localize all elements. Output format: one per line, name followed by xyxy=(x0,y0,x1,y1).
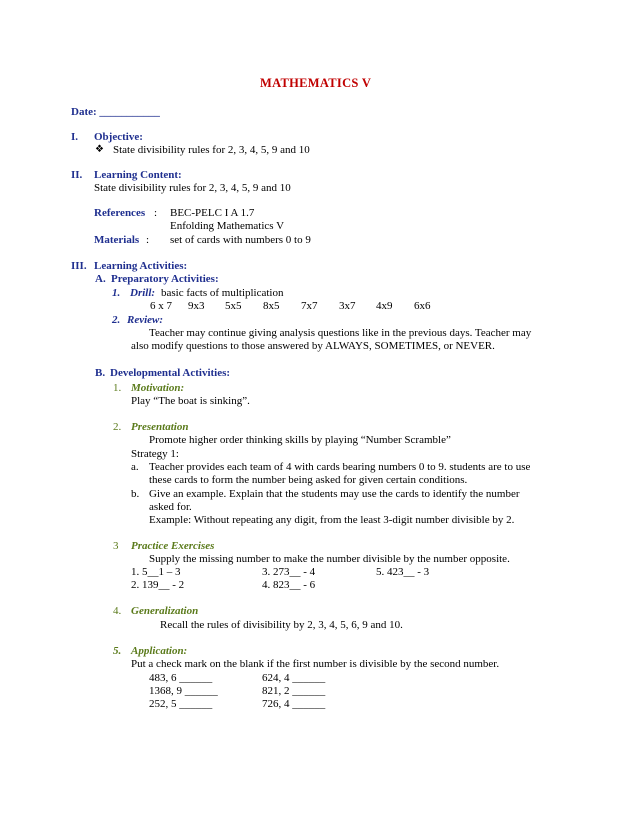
strategy-b-line-2: asked for. xyxy=(149,501,192,513)
presentation-number: 2. xyxy=(113,421,122,433)
generalization-heading: Generalization xyxy=(131,605,199,617)
strategy-b-line-1: Give an example. Explain that the students may use the cards to identify the number xyxy=(149,488,520,500)
drill-fact: 7x7 xyxy=(301,300,318,312)
presentation-text: Promote higher order thinking skills by playing “Number Scramble” xyxy=(149,434,451,446)
drill-number: 1. xyxy=(112,287,121,299)
strategy-a-label: a. xyxy=(131,461,139,473)
diamond-bullet-icon: ❖ xyxy=(95,144,104,155)
practice-number: 3 xyxy=(113,540,119,552)
drill-fact: 6x6 xyxy=(414,300,431,312)
section-number-learning-content: II. xyxy=(71,169,83,181)
application-item: 726, 4 ______ xyxy=(262,698,326,710)
drill-fact: 6 x 7 xyxy=(150,300,172,312)
materials-label: Materials xyxy=(94,234,140,246)
application-item: 252, 5 ______ xyxy=(149,698,213,710)
section-number-learning-activities: III. xyxy=(71,260,87,272)
references-value-1: BEC-PELC I A 1.7 xyxy=(170,207,255,219)
application-item: 1368, 9 ______ xyxy=(149,685,218,697)
generalization-text: Recall the rules of divisibility by 2, 3, 4, 5, 6, 9 and 10. xyxy=(160,619,403,631)
references-value-2: Enfolding Mathematics V xyxy=(170,220,285,232)
drill-fact: 5x5 xyxy=(225,300,242,312)
section-heading-objective: Objective: xyxy=(94,131,143,143)
drill-fact: 3x7 xyxy=(339,300,356,312)
drill-heading: Drill: xyxy=(130,287,156,299)
application-item: 483, 6 ______ xyxy=(149,672,213,684)
application-item: 624, 4 ______ xyxy=(262,672,326,684)
practice-item: 1. 5__1 – 3 xyxy=(131,566,181,578)
page-title: MATHEMATICS V xyxy=(260,76,372,90)
practice-heading: Practice Exercises xyxy=(131,540,215,552)
section-number-objective: I. xyxy=(71,131,79,143)
presentation-heading: Presentation xyxy=(131,421,189,433)
drill-fact: 8x5 xyxy=(263,300,280,312)
application-text: Put a check mark on the blank if the first number is divisible by the second number. xyxy=(131,658,500,670)
application-number: 5. xyxy=(113,645,122,657)
practice-text: Supply the missing number to make the number divisible by the number opposite. xyxy=(149,553,510,565)
section-heading-learning-content: Learning Content: xyxy=(94,169,182,181)
references-label: References xyxy=(94,207,146,219)
drill-fact: 4x9 xyxy=(376,300,393,312)
strategy-a-line-2: these cards to form the number being asked for given certain conditions. xyxy=(149,474,468,486)
objective-text: State divisibility rules for 2, 3, 4, 5, 9 and 10 xyxy=(113,144,310,156)
strategy-label: Strategy 1: xyxy=(131,448,179,460)
example-text: Example: Without repeating any digit, from the least 3-digit number divisible by 2. xyxy=(149,514,515,526)
strategy-a-line-1: Teacher provides each team of 4 with cards bearing numbers 0 to 9. students are to use xyxy=(149,461,531,473)
subsection-label-a: A. xyxy=(95,273,106,285)
motivation-text: Play “The boat is sinking”. xyxy=(131,395,250,407)
date-label: Date: ___________ xyxy=(71,106,160,118)
drill-text: basic facts of multiplication xyxy=(161,287,284,299)
generalization-number: 4. xyxy=(113,605,122,617)
practice-item: 4. 823__ - 6 xyxy=(262,579,316,591)
materials-colon: : xyxy=(146,234,150,246)
drill-fact: 9x3 xyxy=(188,300,205,312)
references-colon: : xyxy=(154,207,158,219)
application-item: 821, 2 ______ xyxy=(262,685,326,697)
practice-item: 5. 423__ - 3 xyxy=(376,566,430,578)
review-heading: Review: xyxy=(127,314,164,326)
materials-value: set of cards with numbers 0 to 9 xyxy=(170,234,311,246)
section-heading-learning-activities: Learning Activities: xyxy=(94,260,188,272)
application-heading: Application: xyxy=(131,645,188,657)
learning-content-text: State divisibility rules for 2, 3, 4, 5, 9 and 10 xyxy=(94,182,291,194)
subsection-heading-preparatory: Preparatory Activities: xyxy=(111,273,219,285)
practice-item: 3. 273__ - 4 xyxy=(262,566,316,578)
motivation-heading: Motivation: xyxy=(131,382,185,394)
subsection-heading-developmental: Developmental Activities: xyxy=(110,367,231,379)
practice-item: 2. 139__ - 2 xyxy=(131,579,185,591)
strategy-b-label: b. xyxy=(131,488,140,500)
subsection-label-b: B. xyxy=(95,367,106,379)
review-number: 2. xyxy=(112,314,121,326)
motivation-number: 1. xyxy=(113,382,122,394)
review-text-line-2: also modify questions to those answered by ALWAYS, SOMETIMES, or NEVER. xyxy=(131,340,495,352)
review-text-line-1: Teacher may continue giving analysis questions like in the previous days. Teacher may xyxy=(149,327,532,339)
